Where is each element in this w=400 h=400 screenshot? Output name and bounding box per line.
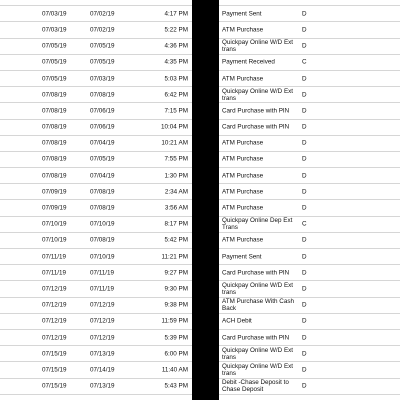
transaction-date-cell: 07/06/19 [90, 107, 115, 115]
type-cell: D [302, 366, 307, 374]
post-date-cell: 07/05/19 [42, 75, 67, 83]
time-cell: 7:15 PM [164, 107, 188, 115]
time-cell: 10:04 PM [161, 123, 188, 131]
time-cell: 5:22 PM [164, 26, 188, 34]
time-cell: 6:00 PM [164, 350, 188, 358]
post-date-cell: 07/08/19 [42, 139, 67, 147]
type-cell: D [302, 382, 307, 390]
type-cell: D [302, 75, 307, 83]
description-cell: Card Purchase with PIN [222, 269, 290, 277]
post-date-cell: 07/15/19 [42, 350, 67, 358]
post-date-cell: 07/03/19 [42, 10, 67, 18]
redaction-bar [192, 0, 219, 400]
type-cell: D [302, 155, 307, 163]
transaction-date-cell: 07/10/19 [90, 220, 115, 228]
description-cell: Payment Sent [222, 253, 262, 261]
type-cell: D [302, 91, 307, 99]
time-cell: 11:21 PM [161, 253, 188, 261]
time-cell: 3:56 AM [164, 204, 188, 212]
post-date-cell: 07/03/19 [42, 26, 67, 34]
time-cell: 9:30 PM [164, 285, 188, 293]
description-cell: Quickpay Online W/D Ext trans [222, 87, 294, 102]
description-cell: ATM Purchase [222, 204, 264, 212]
time-cell: 5:43 PM [164, 382, 188, 390]
post-date-cell: 07/09/19 [42, 204, 67, 212]
transaction-date-cell: 07/08/19 [90, 236, 115, 244]
type-cell: C [302, 220, 307, 228]
description-cell: Quickpay Online W/D Ext trans [222, 362, 294, 377]
description-cell: Card Purchase with PIN [222, 334, 290, 342]
type-cell: D [302, 10, 307, 18]
type-cell: D [302, 123, 307, 131]
transaction-date-cell: 07/08/19 [90, 188, 115, 196]
transaction-date-cell: 07/04/19 [90, 139, 115, 147]
description-cell: Card Purchase with PIN [222, 107, 290, 115]
transaction-date-cell: 07/11/19 [90, 269, 115, 277]
transaction-date-cell: 07/12/19 [90, 334, 115, 342]
transaction-date-cell: 07/03/19 [90, 75, 115, 83]
description-cell [222, 0, 300, 1]
post-date-cell: 07/12/19 [42, 334, 67, 342]
type-cell: D [302, 285, 307, 293]
post-date-cell: 07/15/19 [42, 382, 67, 390]
time-cell: 5:39 PM [164, 334, 188, 342]
description-cell: Payment Received [222, 58, 275, 66]
time-cell: 10:21 AM [161, 139, 188, 147]
type-cell: D [302, 236, 307, 244]
description-cell: Quickpay Online W/D Ext trans [222, 281, 294, 296]
time-cell: 1:30 PM [164, 172, 188, 180]
transaction-date-cell: 07/04/19 [90, 172, 115, 180]
type-cell: D [302, 301, 307, 309]
transaction-date-cell: 07/13/19 [90, 382, 115, 390]
transaction-date-cell: 07/12/19 [90, 301, 115, 309]
description-cell: ATM Purchase [222, 155, 264, 163]
transaction-date-cell: 07/05/19 [90, 155, 115, 163]
description-cell: ATM Purchase [222, 236, 264, 244]
transaction-date-cell: 07/10/19 [90, 253, 115, 261]
time-cell: 6:42 PM [164, 91, 188, 99]
description-cell: ATM Purchase [222, 75, 264, 83]
post-date-cell: 07/05/19 [42, 42, 67, 50]
type-cell: D [302, 107, 307, 115]
post-date-cell: 07/08/19 [42, 155, 67, 163]
description-cell: Debit -Chase Deposit to Chase Deposit [222, 379, 289, 394]
type-cell: D [302, 26, 307, 34]
transaction-date-cell: 07/05/19 [90, 42, 115, 50]
time-cell: 4:17 PM [164, 10, 188, 18]
time-cell: 9:38 PM [164, 301, 188, 309]
type-cell [302, 0, 307, 1]
type-cell: D [302, 139, 307, 147]
description-cell: ATM Purchase [222, 139, 264, 147]
post-date-cell: 07/08/19 [42, 123, 67, 131]
type-cell: D [302, 317, 307, 325]
time-cell: 2:34 AM [164, 188, 188, 196]
post-date-cell: 07/12/19 [42, 317, 67, 325]
description-cell: ACH Debit [222, 317, 252, 325]
post-date-cell: 07/11/19 [42, 253, 67, 261]
description-cell: Payment Sent [222, 10, 262, 18]
transaction-date-cell: 07/12/19 [90, 317, 115, 325]
time-cell: 4:35 PM [164, 58, 188, 66]
post-date-cell: 07/11/19 [42, 269, 67, 277]
type-cell: D [302, 334, 307, 342]
post-date-cell: 07/09/19 [42, 188, 67, 196]
time-cell: 8:17 PM [164, 220, 188, 228]
description-cell: Card Purchase with PIN [222, 123, 290, 131]
description-cell: Quickpay Online W/D Ext trans [222, 346, 294, 361]
type-cell: D [302, 188, 307, 196]
transaction-date-cell: 07/08/19 [90, 91, 115, 99]
time-cell: 4:36 PM [164, 42, 188, 50]
time-cell: 11:59 PM [161, 317, 188, 325]
post-date-cell: 07/12/19 [42, 301, 67, 309]
description-cell: Quickpay Online W/D Ext trans [222, 39, 294, 54]
post-date-cell: 07/08/19 [42, 91, 67, 99]
type-cell: D [302, 253, 307, 261]
transaction-date-cell: 07/02/19 [90, 26, 115, 34]
transaction-date-cell: 07/05/19 [90, 58, 115, 66]
transaction-date-cell: 07/08/19 [90, 204, 115, 212]
post-date-cell: 07/12/19 [42, 285, 67, 293]
time-cell: 5:03 PM [164, 75, 188, 83]
type-cell: D [302, 42, 307, 50]
type-cell: D [302, 350, 307, 358]
transaction-date-cell: 07/06/19 [90, 123, 115, 131]
post-date-cell: 07/10/19 [42, 220, 67, 228]
type-cell: D [302, 204, 307, 212]
transaction-date-cell: 07/11/19 [90, 285, 115, 293]
type-cell: D [302, 269, 307, 277]
post-date-cell [42, 0, 67, 1]
time-cell: 5:42 PM [164, 236, 188, 244]
post-date-cell: 07/10/19 [42, 236, 67, 244]
post-date-cell: 07/15/19 [42, 366, 67, 374]
transaction-date-cell [90, 0, 115, 1]
description-cell: ATM Purchase With Cash Back [222, 298, 294, 313]
time-cell: 11:40 AM [161, 366, 188, 374]
post-date-cell: 07/08/19 [42, 172, 67, 180]
time-cell [165, 0, 188, 1]
post-date-cell: 07/08/19 [42, 107, 67, 115]
transaction-date-cell: 07/02/19 [90, 10, 115, 18]
description-cell: ATM Purchase [222, 172, 264, 180]
time-cell: 9:27 PM [164, 269, 188, 277]
type-cell: C [302, 58, 307, 66]
description-cell: Quickpay Online Dep Ext Trans [222, 217, 293, 232]
transaction-date-cell: 07/13/19 [90, 350, 115, 358]
post-date-cell: 07/05/19 [42, 58, 67, 66]
type-cell: D [302, 172, 307, 180]
description-cell: ATM Purchase [222, 26, 264, 34]
transaction-date-cell: 07/14/19 [90, 366, 115, 374]
description-cell: ATM Purchase [222, 188, 264, 196]
time-cell: 7:55 PM [164, 155, 188, 163]
